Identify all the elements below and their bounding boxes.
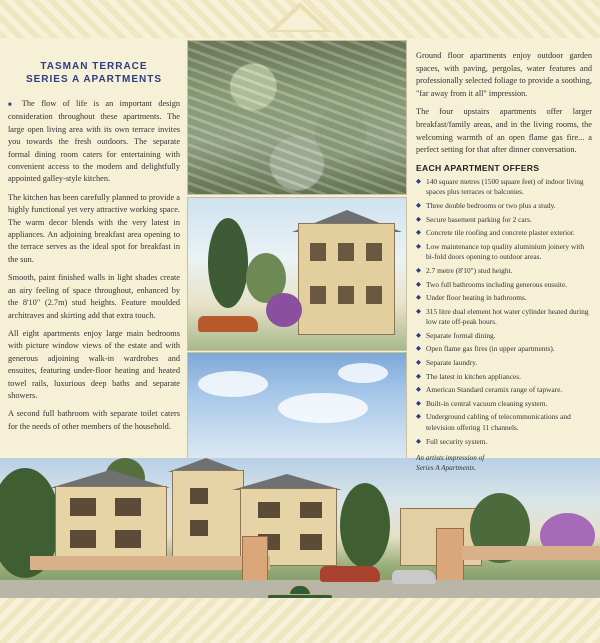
offer-item: ◆ 140 square metres (1500 square feet) of indoor living spaces plus terraces or balconies. (416, 177, 592, 198)
kitchen-paragraph: The kitchen has been carefully planned to provide a highly functional yet very attractive working space. The warm decor blends with the very latest in appliances. An adjoining breakfast area opening to the terrace serves as the ideal spot for breakfast in the sun. (8, 192, 180, 264)
gate-pillar-illustration (242, 536, 268, 582)
wall-illustration (462, 546, 600, 560)
bedrooms-paragraph: All eight apartments enjoy large main bedrooms with picture window views of the estate and with generous adjoining walk-in wardrobes and ensuites, featuring under-floor heating and heated towel rails, luxurious deep baths and separate showers. (8, 328, 180, 400)
offer-item: ◆ Separate formal dining. (416, 331, 592, 342)
window-illustration (190, 488, 208, 504)
offer-item: ◆ Full security system. (416, 437, 592, 448)
offer-item: ◆ Under floor heating in bathrooms. (416, 293, 592, 304)
right-column (416, 50, 592, 473)
bottom-border (0, 598, 600, 643)
title-line-2: SERIES A APARTMENTS (25, 74, 163, 85)
window-illustration (70, 498, 96, 516)
cloud (278, 393, 368, 423)
window-illustration (310, 243, 326, 261)
offer-item: ◆ Low maintenance top quality aluminium joinery with bi-fold doors opening to outdoor areas. (416, 242, 592, 263)
car-illustration (320, 566, 380, 582)
walls-paragraph: Smooth, paint finished walls in light shades create an airy feeling of space throughout, enhanced by the 8'10" (2.7m) stud heights. Feature moulded architraves and skirting add that extra touch. (8, 273, 180, 320)
flowering-tree-illustration (266, 293, 302, 327)
window-illustration (310, 286, 326, 304)
cloud (338, 363, 388, 383)
window-illustration (338, 243, 354, 261)
car-illustration (392, 570, 436, 584)
offer-item: ◆ Open flame gas fires (in upper apartments). (416, 344, 592, 355)
ground-floor-paragraph: Ground floor apartments enjoy outdoor garden spaces, with paving, pergolas, water features and professionally selected foliage to provide a soothing, "far away from it all" impression. (416, 51, 592, 98)
caption-line-1: An artists impression of (416, 454, 485, 463)
aerial-photo-texture (188, 41, 406, 194)
top-notch-inner (276, 8, 324, 30)
title-line-1: TASMAN TERRACE (40, 61, 148, 72)
bathroom-paragraph: A second full bathroom with separate toilet caters for the needs of other members of the household. (8, 409, 180, 431)
window-illustration (70, 530, 96, 548)
cloud (198, 371, 268, 397)
apartment-illustration (187, 197, 407, 351)
window-illustration (366, 286, 382, 304)
tree-illustration (340, 483, 390, 568)
aerial-photo (187, 40, 407, 195)
building-illustration (298, 223, 395, 335)
offer-item: ◆ Secure basement parking for 2 cars. (416, 215, 592, 226)
offer-item: ◆ Separate laundry. (416, 358, 592, 369)
caption-line-2: Series A Apartments. (416, 464, 477, 473)
illustration-caption (416, 453, 592, 473)
offer-item: ◆ 315 litre dual element hot water cylinder heated during low rate off-peak hours. (416, 307, 592, 328)
gate-pillar-illustration (436, 528, 464, 582)
tree-illustration (208, 218, 248, 308)
window-illustration (115, 530, 141, 548)
offers-heading: EACH APARTMENT OFFERS (416, 162, 540, 173)
complex-illustration (0, 458, 600, 600)
sky-illustration (187, 352, 407, 462)
intro-paragraph: ■ The flow of life is an important design consideration throughout these apartments. The large open living area with its own terrace invites you towards the fresh outdoors. The separate formal dining room caters for entertaining with convenient access to the modern and delightfully appointed galley-style kitchen. (8, 98, 180, 186)
car-illustration (198, 316, 258, 332)
window-illustration (300, 534, 322, 550)
window-illustration (300, 502, 322, 518)
left-column (8, 44, 180, 439)
page-title (8, 60, 180, 86)
offer-item: ◆ Built-in central vacuum cleaning system. (416, 399, 592, 410)
offer-item: ◆ American Standard ceramix range of tapware. (416, 385, 592, 396)
window-illustration (258, 502, 280, 518)
window-illustration (338, 286, 354, 304)
offer-item: ◆ 2.7 metre (8'10") stud height. (416, 266, 592, 277)
offer-item: ◆ Three double bedrooms or two plus a study. (416, 201, 592, 212)
upstairs-paragraph: The four upstairs apartments offer larger breakfast/family areas, and in the living rooms, the welcoming warmth of an open flame gas fire... a perfect setting for that after dinner conversation. (416, 107, 592, 155)
offer-item: ◆ Two full bathrooms including generous ensuite. (416, 280, 592, 291)
window-illustration (115, 498, 141, 516)
offers-list (416, 177, 592, 447)
window-illustration (366, 243, 382, 261)
top-border (0, 0, 600, 38)
offer-item: ◆ Concrete tile roofing and concrete plaster exterior. (416, 228, 592, 239)
offer-item: ◆ The latest in kitchen appliances. (416, 372, 592, 383)
offer-item: ◆ Underground cabling of telecommunications and television offering 11 channels. (416, 412, 592, 433)
wall-illustration (30, 556, 270, 570)
window-illustration (190, 520, 208, 536)
